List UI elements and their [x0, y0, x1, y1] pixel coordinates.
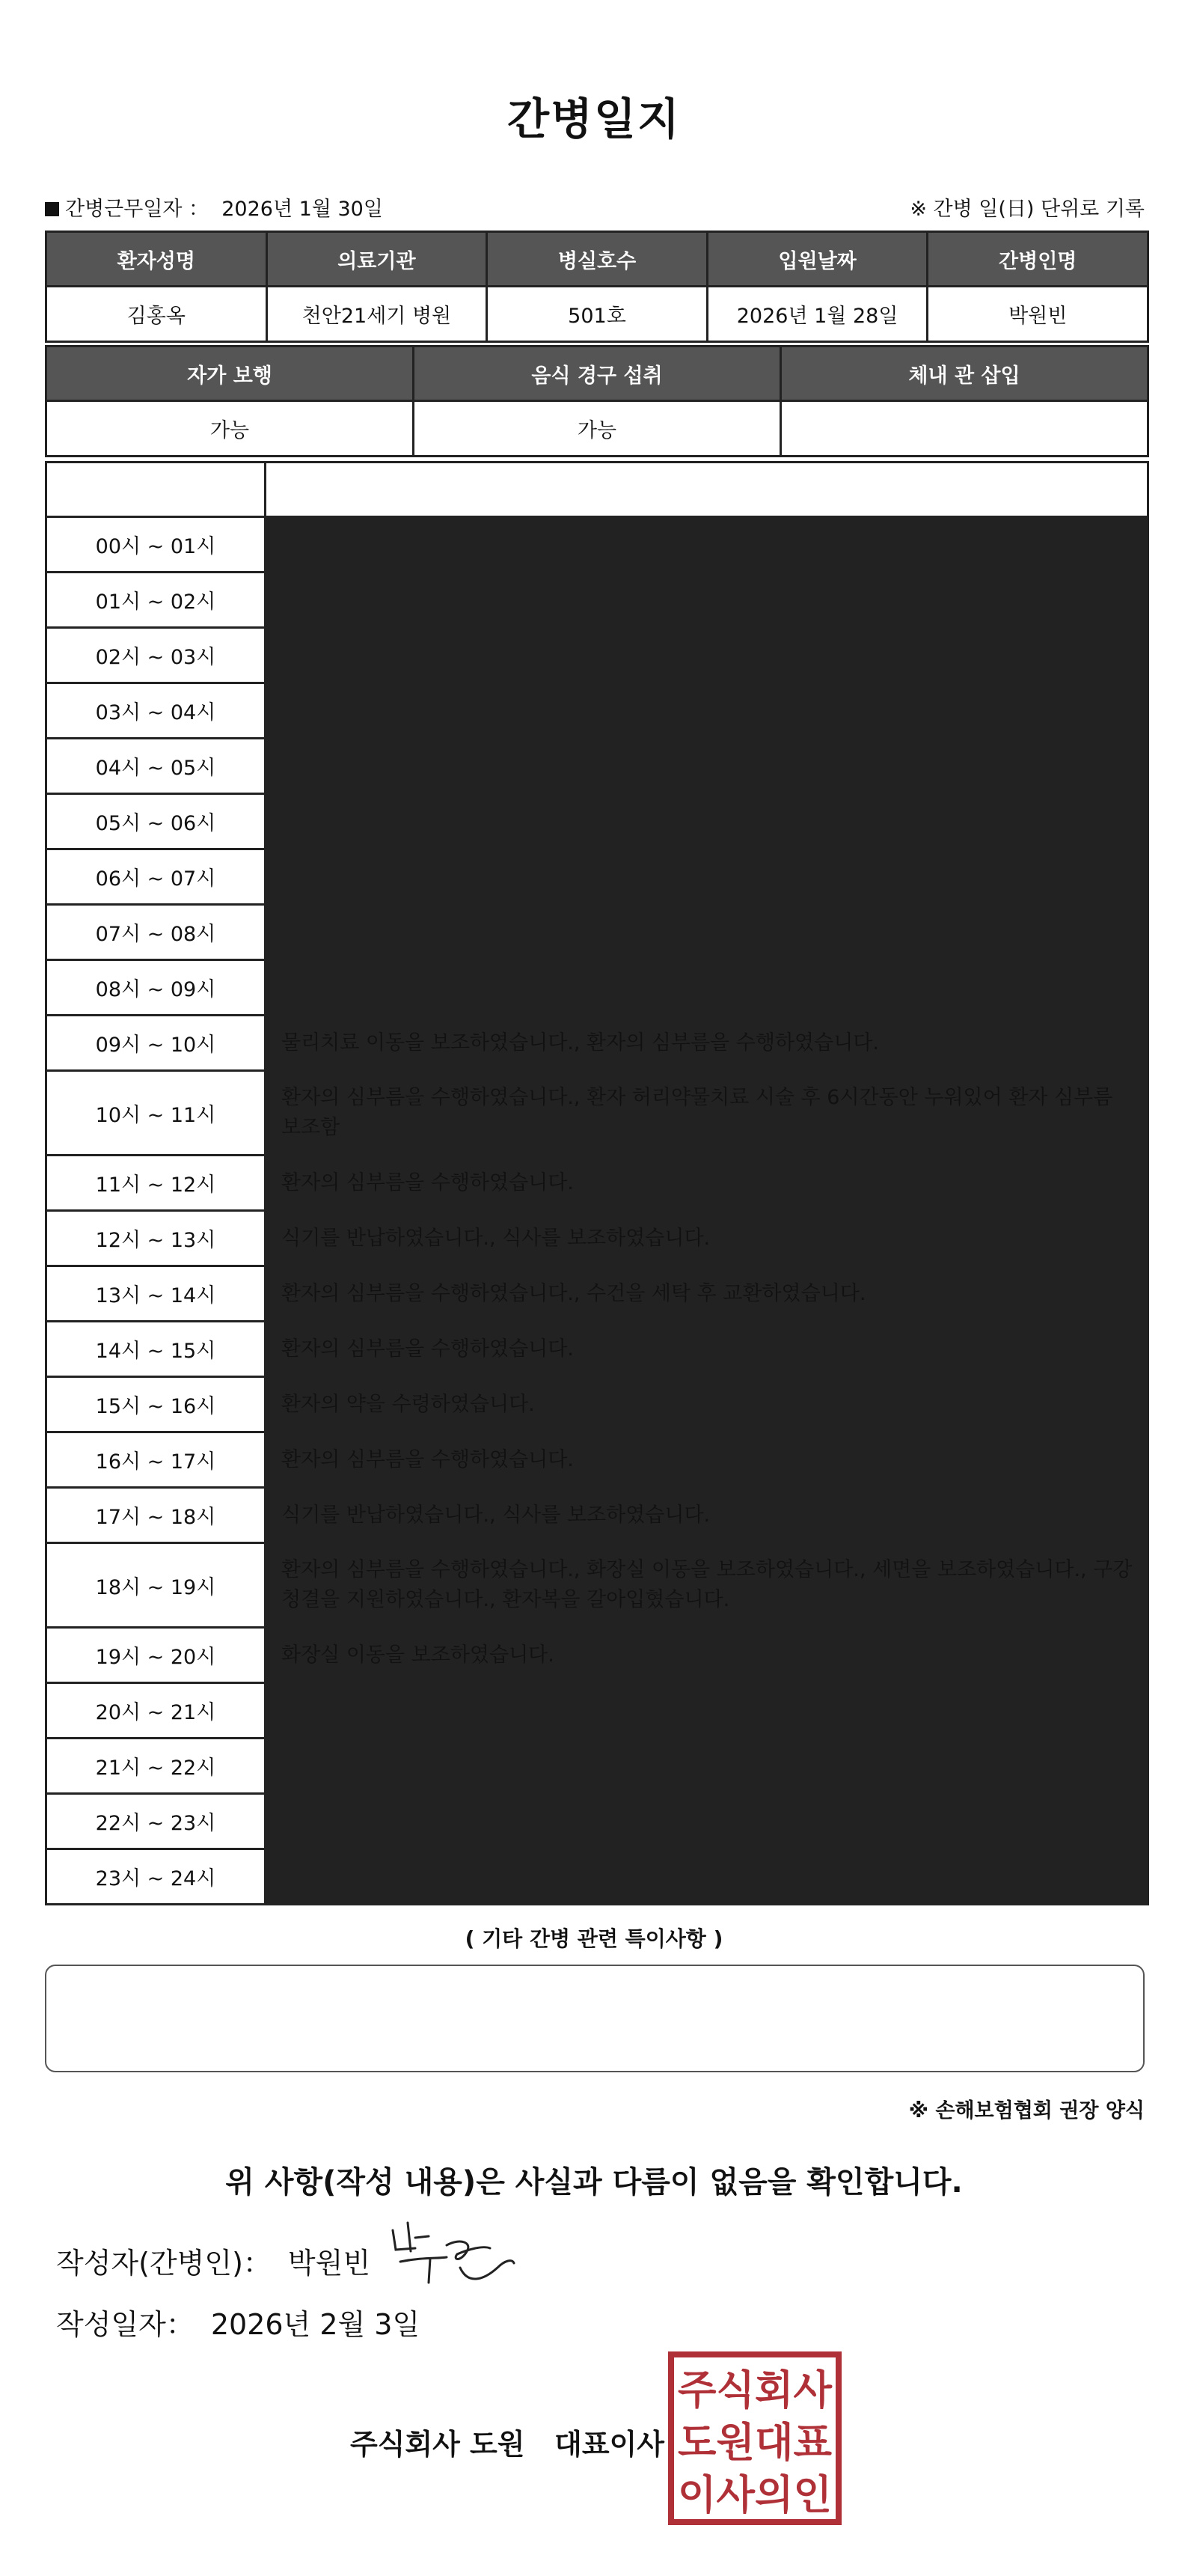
- log-content-cell: 환자의 심부름을 수행하였습니다., 화장실 이동을 보조하였습니다., 세면을 보조하였습니다., 구강청결을 지원하였습니다., 환자복을 갈아입혔습니다.: [281, 1558, 1133, 1611]
- svg-text:도원대표: 도원대표: [678, 2419, 832, 2466]
- log-content-cell: 환자의 심부름을 수행하였습니다., 수건을 세탁 후 교환하였습니다.: [281, 1281, 866, 1305]
- header-caregiver-name: 간병인명: [928, 233, 1147, 285]
- log-content-cell: [266, 684, 1147, 737]
- write-date-value: 2026년 2월 3일: [210, 2308, 420, 2341]
- log-time-cell: 00시 ~ 01시: [47, 518, 264, 571]
- writer-name: 박원빈: [287, 2247, 371, 2280]
- work-date-label: 간병근무일자 ：: [65, 198, 209, 221]
- log-content-cell: 환자의 심부름을 수행하였습니다.: [281, 1447, 574, 1471]
- log-content-cell: [266, 518, 1147, 571]
- log-content-cell: [266, 1795, 1147, 1848]
- handwritten-signature: [385, 2215, 520, 2290]
- log-time-cell: 21시 ~ 22시: [47, 1739, 264, 1792]
- log-time-cell: 23시 ~ 24시: [47, 1850, 264, 1903]
- patient-info-table: [45, 231, 1149, 343]
- writer-line: [56, 2240, 370, 2281]
- document-title: 간병일지: [506, 94, 682, 144]
- log-content-cell: 식기를 반납하였습니다., 식사를 보조하였습니다.: [281, 1503, 711, 1527]
- log-time-cell: 08시 ~ 09시: [47, 961, 264, 1014]
- header-self-walking: 자가 보행: [47, 347, 412, 400]
- log-content-cell: [266, 1684, 1147, 1737]
- svg-text:주식회사: 주식회사: [678, 2366, 833, 2414]
- square-bullet-icon: [45, 202, 59, 216]
- log-content-cell: 물리치료 이동을 보조하였습니다., 환자의 심부름을 수행하였습니다.: [281, 1031, 879, 1054]
- log-content-cell: 환자의 심부름을 수행하였습니다., 환자 허리약물치료 시술 후 6시간동안 누워있어 환자 심부름 보조함: [281, 1086, 1113, 1139]
- log-time-cell: 06시 ~ 07시: [47, 850, 264, 903]
- log-content-cell: 식기를 반납하였습니다., 식사를 보조하였습니다.: [281, 1226, 711, 1250]
- log-content-cell: 환자의 약을 수령하였습니다.: [281, 1392, 535, 1416]
- log-time-cell: 02시 ~ 03시: [47, 629, 264, 682]
- log-content-cell: [266, 1739, 1147, 1792]
- log-content-cell: 화장실 이동을 보조하였습니다.: [281, 1643, 554, 1667]
- care-log-table: [45, 461, 1149, 1905]
- header-oral-intake: 음식 경구 섭취: [414, 347, 780, 400]
- self-walking-value: 가능: [47, 402, 412, 455]
- company-seal-stamp: [668, 2351, 842, 2525]
- tube-insertion-value: [782, 402, 1147, 455]
- work-date-line: [45, 192, 383, 222]
- log-time-cell: 07시 ~ 08시: [47, 906, 264, 959]
- log-time-cell: 13시 ~ 14시: [47, 1267, 264, 1320]
- log-time-cell: 09시 ~ 10시: [47, 1016, 264, 1069]
- write-date-line: [56, 2301, 420, 2342]
- log-time-cell: 15시 ~ 16시: [47, 1378, 264, 1431]
- patient-name: 김홍옥: [47, 287, 266, 341]
- svg-text:이사의인: 이사의인: [678, 2471, 832, 2518]
- log-time-cell: 22시 ~ 23시: [47, 1795, 264, 1848]
- log-time-cell: 11시 ~ 12시: [47, 1156, 264, 1209]
- log-content-cell: [266, 1850, 1147, 1903]
- log-content-cell: [266, 906, 1147, 959]
- company-representative: 주식회사 도원 대표이사: [350, 2428, 664, 2461]
- log-time-cell: 16시 ~ 17시: [47, 1433, 264, 1486]
- log-time-cell: 04시 ~ 05시: [47, 739, 264, 793]
- log-time-cell: 03시 ~ 04시: [47, 684, 264, 737]
- header-tube-insertion: 체내 관 삽입: [782, 347, 1147, 400]
- admission-date: 2026년 1월 28일: [708, 287, 927, 341]
- header-care-content: 간병 내용: [266, 463, 1147, 516]
- record-unit-note: ※ 간병 일(日) 단위로 기록: [910, 198, 1145, 221]
- work-date-value: 2026년 1월 30일: [221, 198, 383, 221]
- writer-label: 작성자(간병인)：: [56, 2247, 272, 2280]
- patient-status-table: [45, 345, 1149, 457]
- header-admission-date: 입원날짜: [708, 233, 927, 285]
- log-time-cell: 05시 ~ 06시: [47, 795, 264, 848]
- log-time-cell: 17시 ~ 18시: [47, 1489, 264, 1542]
- log-content-cell: [266, 573, 1147, 626]
- log-content-cell: [266, 850, 1147, 903]
- header-room: 병실호수: [488, 233, 706, 285]
- log-time-cell: 20시 ~ 21시: [47, 1684, 264, 1737]
- oral-intake-value: 가능: [414, 402, 780, 455]
- log-content-cell: 환자의 심부름을 수행하였습니다.: [281, 1171, 574, 1194]
- log-content-cell: [266, 795, 1147, 848]
- header-hospital: 의료기관: [268, 233, 486, 285]
- confirmation-statement: 위 사항(작성 내용)은 사실과 다름이 없음을 확인합니다.: [225, 2165, 963, 2200]
- log-content-cell: 환자의 심부름을 수행하였습니다.: [281, 1337, 574, 1361]
- log-content-cell: [266, 629, 1147, 682]
- form-source-note: ※ 손해보험협회 권장 양식: [908, 2099, 1145, 2122]
- room-number: 501호: [488, 287, 706, 341]
- log-time-cell: 01시 ~ 02시: [47, 573, 264, 626]
- log-time-cell: 19시 ~ 20시: [47, 1629, 264, 1682]
- notes-box: [45, 1965, 1145, 2072]
- header-patient-name: 환자성명: [47, 233, 266, 285]
- log-content-cell: [266, 961, 1147, 1014]
- log-time-cell: 18시 ~ 19시: [47, 1544, 264, 1626]
- log-time-cell: 14시 ~ 15시: [47, 1322, 264, 1376]
- notes-title: ( 기타 간병 관련 특이사항 ): [465, 1926, 723, 1951]
- header-time: 시간: [47, 463, 264, 516]
- hospital-name: 천안21세기 병원: [268, 287, 486, 341]
- log-content-cell: [266, 739, 1147, 793]
- log-time-cell: 10시 ~ 11시: [47, 1072, 264, 1154]
- write-date-label: 작성일자：: [56, 2308, 195, 2341]
- caregiver-name: 박원빈: [928, 287, 1147, 341]
- log-time-cell: 12시 ~ 13시: [47, 1212, 264, 1265]
